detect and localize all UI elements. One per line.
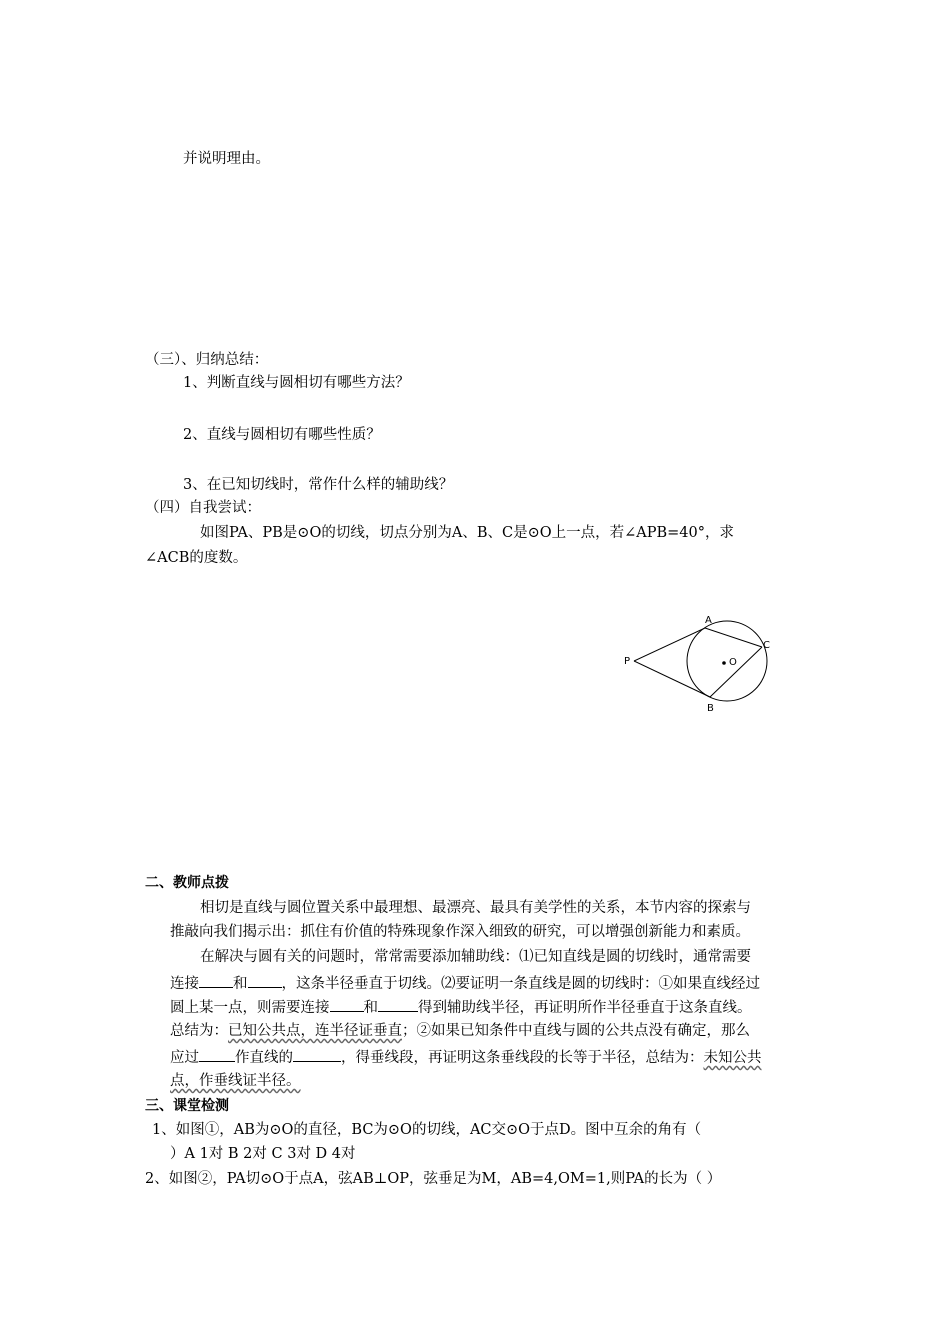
text-reason: 并说明理由。 [183,151,270,167]
check-q1-line1: 1、如图①，AB为⊙O的直径，BC为⊙O的切线，AC交⊙O于点D。图中互余的角有（ [152,1122,702,1138]
teacher-p2-line5: 应过 作直线的 ，得垂线段，再证明这条垂线段的长等于半径，总结为：未知公共 [170,1047,762,1067]
check-q2-line1: 2、如图②，PA切⊙O于点A，弦AB⊥OP，弦垂足为M，AB=4,OM=1,则PA的长为（ ） [145,1171,722,1187]
center-point [722,661,726,665]
fill-blank [248,973,282,988]
label-a: A [705,615,712,626]
fill-blank [199,973,233,988]
label-c: C [763,640,770,651]
summary-heading: （三）、归纳总结： [145,352,269,368]
tangent-pb [634,661,710,697]
summary-q2: 2、直线与圆相切有哪些性质？ [183,427,381,443]
check-heading: 三、课堂检测 [145,1098,229,1114]
teacher-p1-line1: 相切是直线与圆位置关系中最理想、最漂亮、最具有美学性的关系，本节内容的探索与 [200,900,751,916]
teacher-p2-line1: 在解决与圆有关的问题时，常常需要添加辅助线：⑴已知直线是圆的切线时，通常需要 [200,949,751,965]
teacher-p2-line2: 连接 和 ，这条半径垂直于切线。⑵要证明一条直线是圆的切线时：①如果直线经过 [170,973,760,993]
teacher-heading: 二、教师点拨 [145,875,229,891]
label-o: O [729,657,737,668]
tangent-pa [634,628,705,661]
self-try-heading: （四）自我尝试： [145,500,261,516]
fill-blank [330,997,364,1012]
label-b: B [707,703,714,714]
fill-blank [199,1047,235,1062]
self-try-line2: ∠ACB的度数。 [145,550,248,566]
chord-bc [710,647,762,697]
summary-q1: 1、判断直线与圆相切有哪些方法？ [183,375,410,391]
fill-blank [293,1047,341,1062]
teacher-p2-line4: 总结为：已知公共点，连半径证垂直；②如果已知条件中直线与圆的公共点没有确定，那么 [170,1023,750,1039]
self-try-line1: 如图PA、PB是⊙O的切线，切点分别为A、B、C是⊙O上一点，若∠APB=40°，求 [200,525,734,541]
check-q1-line2: ）A 1对 B 2对 C 3对 D 4对 [170,1146,356,1162]
circle-o [687,621,767,701]
teacher-p2-line6: 点，作垂线证半径。 [170,1073,301,1089]
teacher-p2-line3: 圆上某一点，则需要连接 和 得到辅助线半径，再证明所作半径垂直于这条直线。 [170,997,752,1017]
teacher-p1-line2: 推敲向我们揭示出：抓住有价值的特殊现象作深入细致的研究，可以增强创新能力和素质。 [170,924,750,940]
label-p: P [624,656,631,667]
tangent-figure [620,610,780,715]
summary-q3: 3、在已知切线时，常作什么样的辅助线？ [183,477,454,493]
fill-blank [378,997,418,1012]
